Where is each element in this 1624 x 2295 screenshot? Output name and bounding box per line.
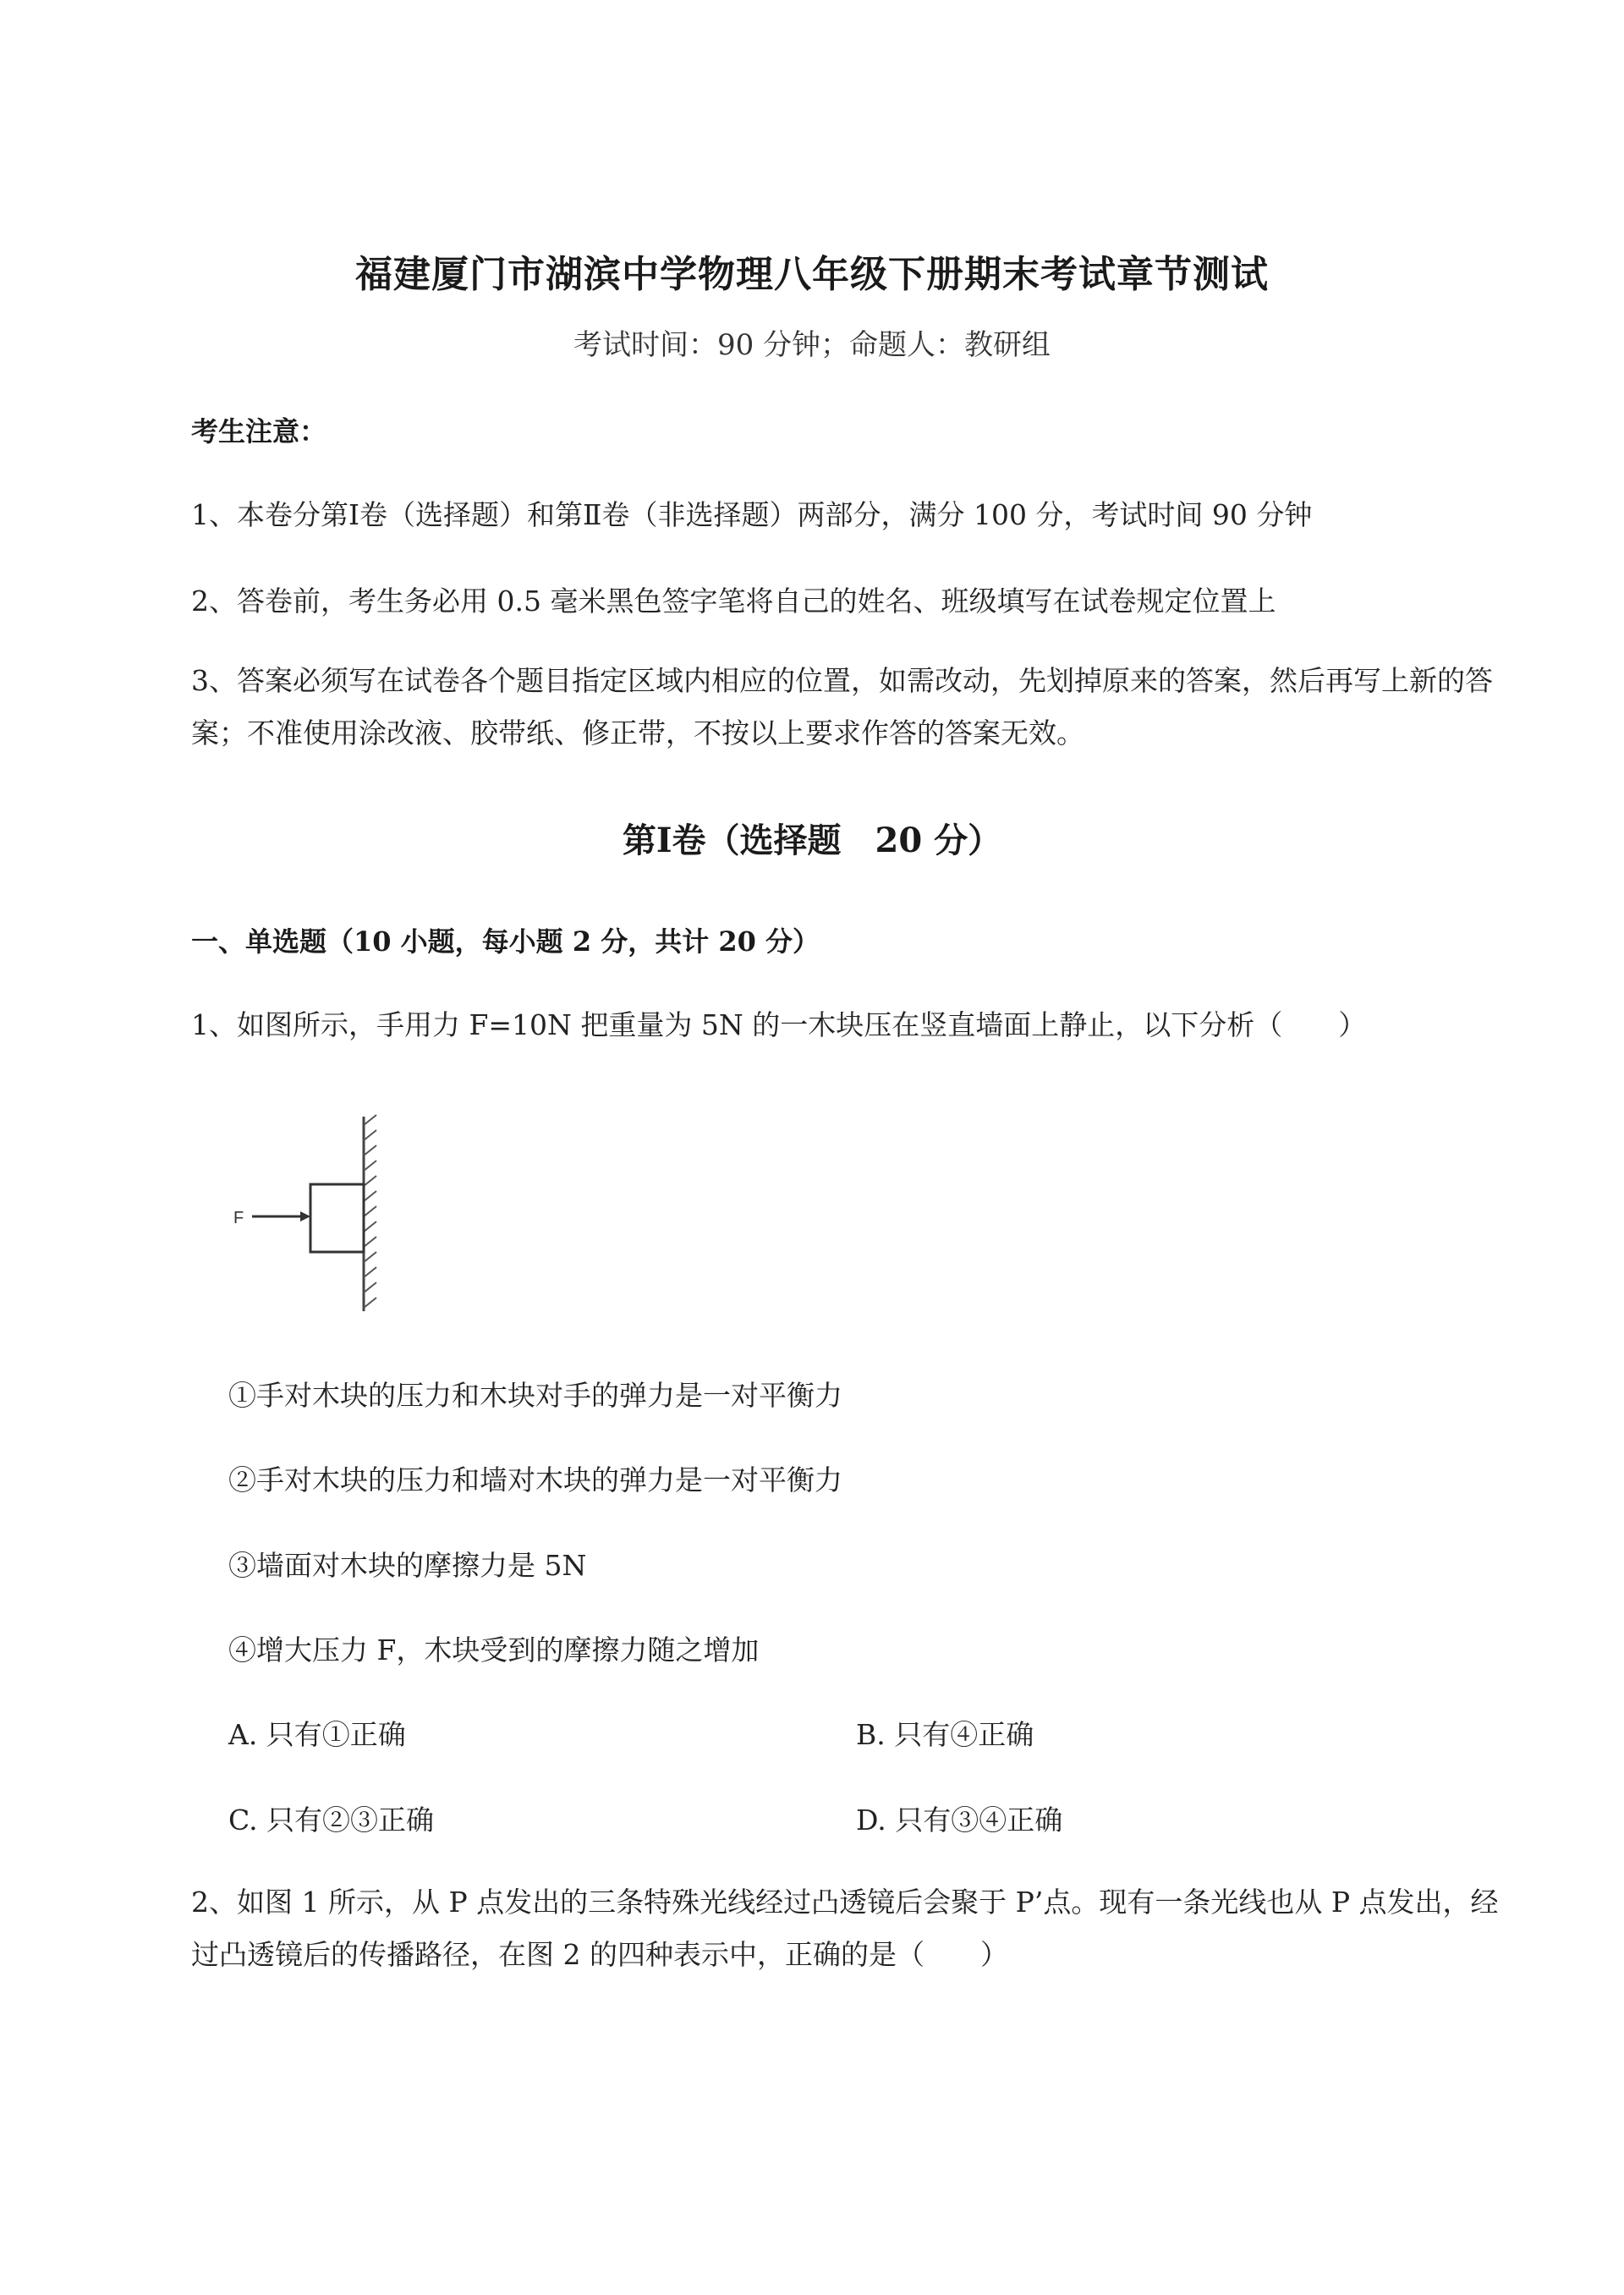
question-2-stem: 2、如图 1 所示，从 P 点发出的三条特殊光线经过凸透镜后会聚于 P’点。现有一条光线也从 P 点发出，经过凸透镜后的传播路径，在图 2 的四种表示中，正确的是（ ）: [191, 1886, 1499, 1971]
wall-hatching: [364, 1115, 376, 1308]
section-heading: 第Ⅰ卷（选择题 20 分）: [622, 821, 1002, 860]
option-c: C. 只有②③正确: [228, 1804, 435, 1837]
option-d: D. 只有③④正确: [856, 1804, 1063, 1837]
statement-3: ③墙面对木块的摩擦力是 5N: [228, 1549, 587, 1582]
subsection-heading: 一、单选题（10 小题，每小题 2 分，共计 20 分）: [191, 925, 820, 958]
notice-item-3: 3、答案必须写在试卷各个题目指定区域内相应的位置，如需改动，先划掉原来的答案，然后再写上新的答案；不准使用涂改液、胶带纸、修正带，不按以上要求作答的答案无效。: [191, 664, 1493, 749]
statement-4: ④增大压力 F，木块受到的摩擦力随之增加: [228, 1633, 760, 1666]
question-1-stem: 1、如图所示，手用力 F=10N 把重量为 5N 的一木块压在竖直墙面上静止，以下分析（ ）: [191, 1008, 1367, 1041]
statement-1: ①手对木块的压力和木块对手的弹力是一对平衡力: [228, 1379, 842, 1412]
option-b: B. 只有④正确: [856, 1718, 1034, 1751]
force-label: F: [233, 1209, 244, 1227]
exam-subtitle: 考试时间：90 分钟；命题人：教研组: [573, 328, 1051, 362]
wood-block: [310, 1184, 364, 1252]
notice-item-2: 2、答卷前，考生务必用 0.5 毫米黑色签字笔将自己的姓名、班级填写在试卷规定位置上: [191, 585, 1276, 618]
notice-item-1: 1、本卷分第Ⅰ卷（选择题）和第Ⅱ卷（非选择题）两部分，满分 100 分，考试时间 90 分钟: [191, 498, 1313, 531]
exam-title: 福建厦门市湖滨中学物理八年级下册期末考试章节测试: [355, 253, 1269, 296]
statement-2: ②手对木块的压力和墙对木块的弹力是一对平衡力: [228, 1463, 842, 1496]
question-1-figure: [228, 1108, 398, 1320]
notice-heading: 考生注意：: [191, 415, 327, 447]
option-a: A. 只有①正确: [228, 1718, 406, 1751]
force-arrow-head: [300, 1211, 310, 1222]
